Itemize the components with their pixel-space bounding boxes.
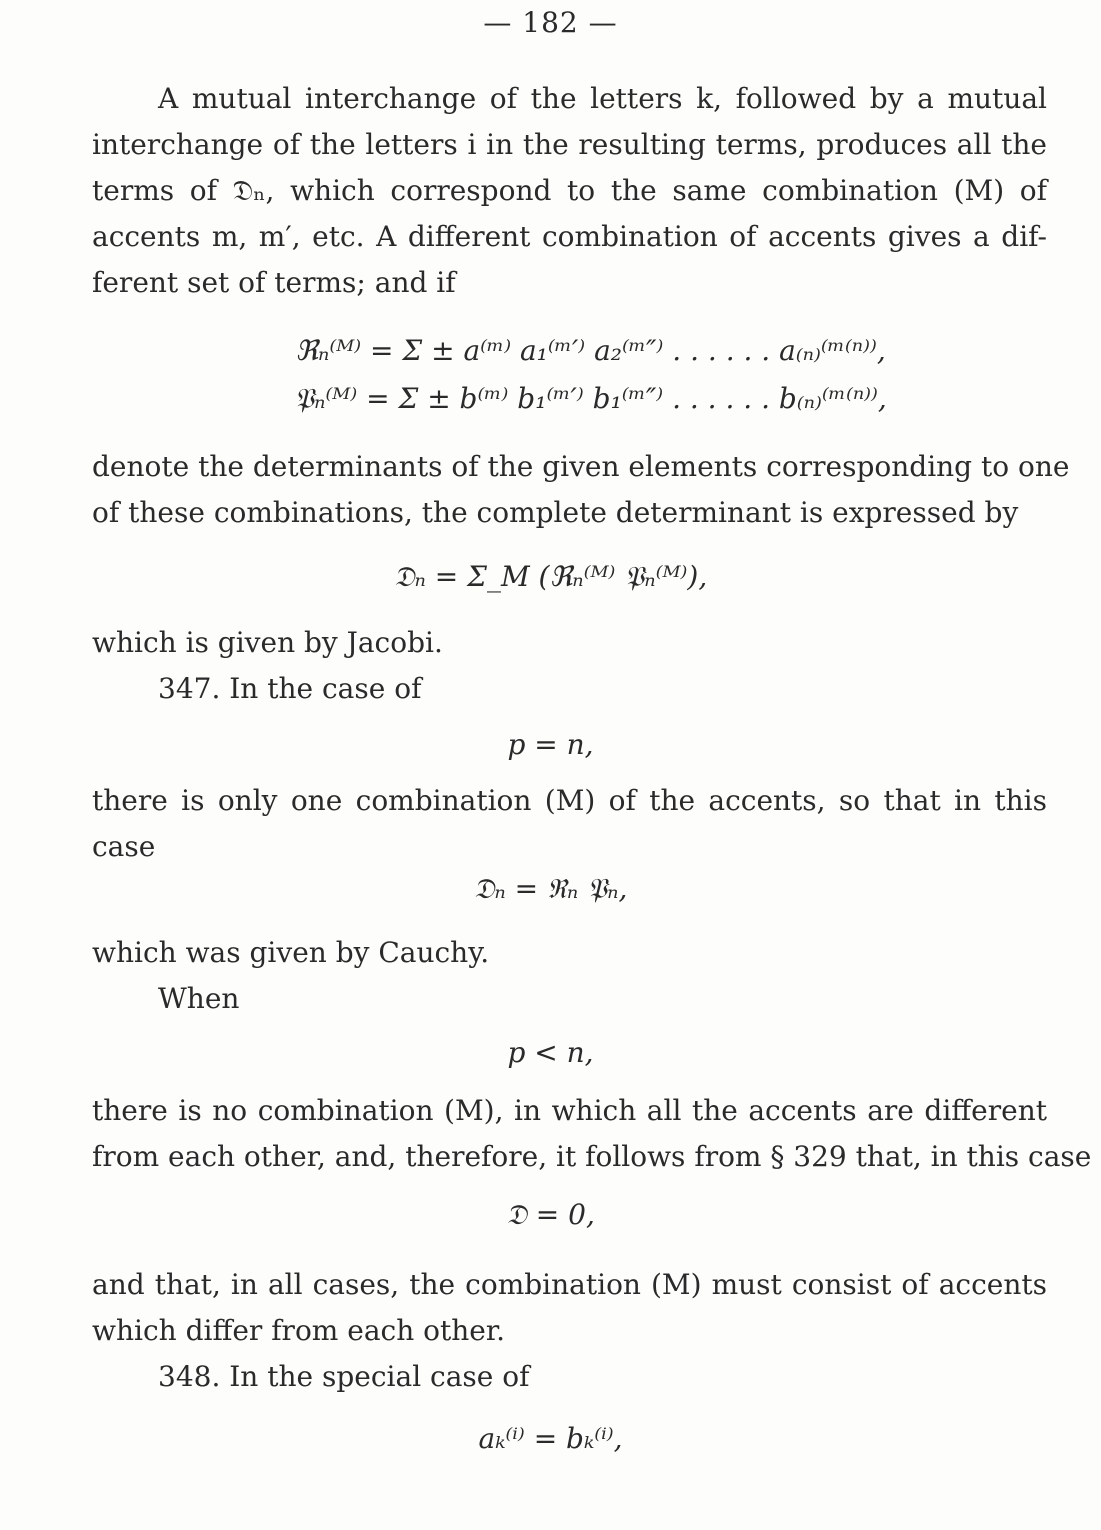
section-347: 347. In the case of xyxy=(158,672,422,705)
equation-D-RP: 𝔇ₙ = ℜₙ 𝔓ₙ, xyxy=(473,872,628,905)
equation-D-zero: 𝔇 = 0, xyxy=(506,1198,595,1231)
para7-line1: and that, in all cases, the combination (M) must consist of accents xyxy=(92,1268,1047,1301)
para7-line2: which differ from each other. xyxy=(92,1314,506,1347)
para2-line2: of these combinations, the complete determinant is expressed by xyxy=(92,496,1019,529)
para1-line4: accents m, m′, etc. A different combination of accents gives a dif- xyxy=(92,220,1047,253)
para1-line1: A mutual interchange of the letters k, followed by a mutual xyxy=(158,82,1047,115)
para1-line3: terms of 𝔇ₙ, which correspond to the same combination (M) of xyxy=(92,174,1047,207)
para4-line1: there is only one combination (M) of the accents, so that in this xyxy=(92,784,1047,817)
para4-line2: case xyxy=(92,830,156,863)
para6-line2: from each other, and, therefore, it follows from § 329 that, in this case xyxy=(92,1140,1092,1173)
when-text: When xyxy=(158,982,240,1015)
section-348: 348. In the special case of xyxy=(158,1360,530,1393)
equation-p-eq-n: p = n, xyxy=(507,728,594,761)
para6-line1: there is no combination (M), in which all the accents are different xyxy=(92,1094,1047,1127)
page-number: — 182 — xyxy=(483,6,618,39)
para3: which is given by Jacobi. xyxy=(92,626,443,659)
equation-P: 𝔓ₙ⁽ᴹ⁾ = Σ ± b⁽ᵐ⁾ b₁⁽ᵐ′⁾ b₁⁽ᵐ″⁾ . . . . . . b₍ₙ₎⁽ᵐ⁽ⁿ⁾⁾, xyxy=(294,382,887,415)
para2-line1: denote the determinants of the given elements corresponding to one xyxy=(92,450,1070,483)
equation-p-lt-n: p < n, xyxy=(507,1036,594,1069)
equation-D-sum: 𝔇ₙ = Σ_M (ℜₙ⁽ᴹ⁾ 𝔓ₙ⁽ᴹ⁾), xyxy=(393,560,708,593)
para1-line2: interchange of the letters i in the resulting terms, produces all the xyxy=(92,128,1047,161)
para1-line5: ferent set of terms; and if xyxy=(92,266,456,299)
equation-a-eq-b: aₖ⁽ⁱ⁾ = bₖ⁽ⁱ⁾, xyxy=(478,1422,623,1455)
para5: which was given by Cauchy. xyxy=(92,936,490,969)
equation-R: ℜₙ⁽ᴹ⁾ = Σ ± a⁽ᵐ⁾ a₁⁽ᵐ′⁾ a₂⁽ᵐ″⁾ . . . . . . a₍ₙ₎⁽ᵐ⁽ⁿ⁾⁾, xyxy=(295,334,886,367)
